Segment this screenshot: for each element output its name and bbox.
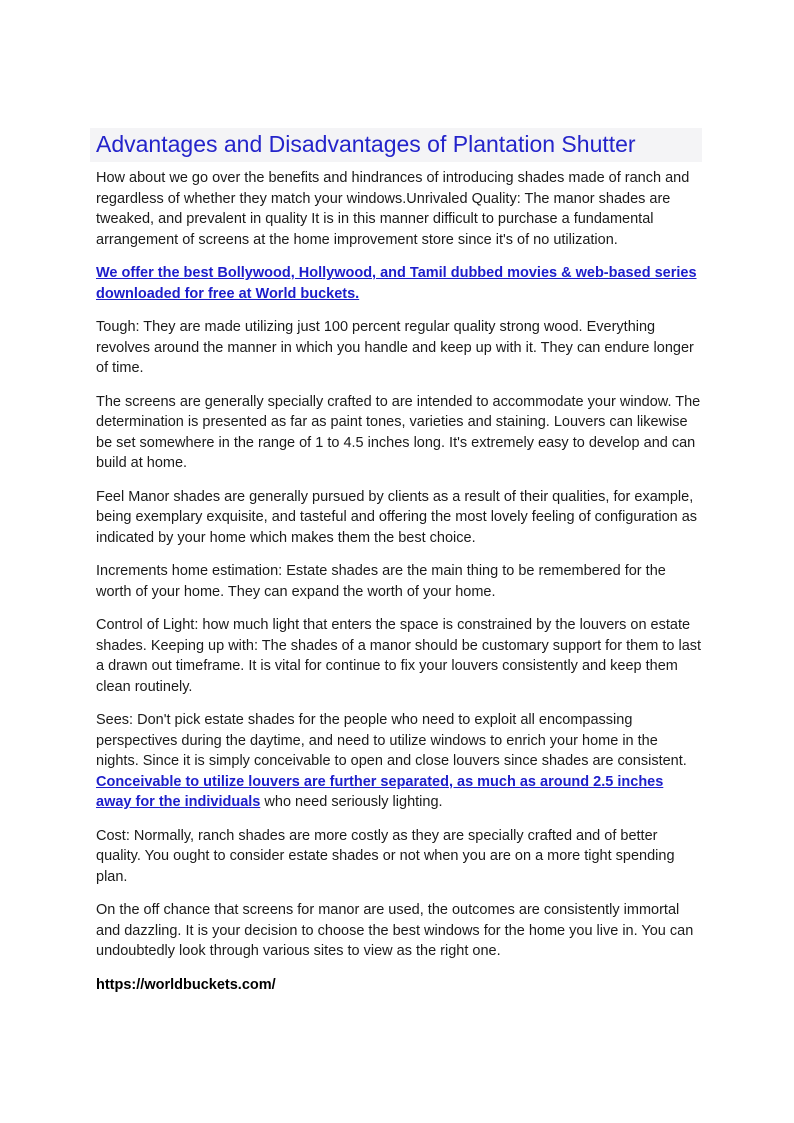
paragraph-cost: Cost: Normally, ranch shades are more costly as they are specially crafted and of better quality. You ought to consider estate shades or not when you are on a more tight spending plan.: [96, 827, 675, 885]
footer-url: https://worldbuckets.com/: [96, 976, 276, 993]
paragraph-sees-text-before: Sees: Don't pick estate shades for the people who need to exploit all encompassing perspectives during the daytime, and need to utilize windows to enrich your home in the nights. Since it is simply conceivable to open and close louvers since shades are consistent.: [96, 712, 687, 769]
paragraph-feel: Feel Manor shades are generally pursued by clients as a result of their qualities, for example, being exemplary exquisite, and tasteful and offering the most lovely feeling of configuration as indicated by your home which makes them the best choice.: [96, 488, 698, 546]
paragraph-control: Control of Light: how much light that enters the space is constrained by the louvers on estate shades. Keeping up with: The shades of a manor should be customary support for them to last a drawn out timeframe. It is vital for continue to fix your louvers consistently and keep them clean routinely.: [96, 617, 702, 695]
paragraph-sees: [96, 710, 702, 813]
paragraph-tough: Tough: They are made utilizing just 100 percent regular quality strong wood. Everything revolves around the manner in which you handle and keep up with it. They can endure longer of time.: [96, 319, 694, 376]
document-content: [96, 128, 702, 995]
paragraph-sees-text-after: who need seriously lighting.: [260, 794, 443, 810]
promo-link[interactable]: We offer the best Bollywood, Hollywood, and Tamil dubbed movies & web-based series downloaded for free at World buckets.: [96, 265, 697, 302]
paragraph-promo: [96, 263, 702, 304]
louvers-link[interactable]: Conceivable to utilize louvers are further separated, as much as around 2.5 inches away for the individuals: [96, 773, 664, 810]
paragraph-intro: How about we go over the benefits and hindrances of introducing shades made of ranch and regardless of whether they match your windows.Unrivaled Quality: The manor shades are tweaked, and prevalent in quality It is in this manner difficult to purchase a fundamental arrangement of screens at the home improvement store since it's of no utilization.: [96, 170, 690, 248]
paragraph-conclusion: On the off chance that screens for manor are used, the outcomes are consistently immortal and dazzling. It is your decision to choose the best windows for the home you live in. You can undoubtedly look through various sites to view as the right one.: [96, 902, 694, 959]
page-title: Advantages and Disadvantages of Plantation Shutter: [90, 128, 702, 162]
paragraph-screens: The screens are generally specially crafted to are intended to accommodate your window. The determination is presented as far as paint tones, varieties and staining. Louvers can likewise be set somewhere in the range of 1 to 4.5 inches long. It's extremely easy to develop and can build at home.: [96, 393, 701, 471]
paragraph-increments: Increments home estimation: Estate shades are the main thing to be remembered for the worth of your home. They can expand the worth of your home.: [96, 563, 666, 600]
